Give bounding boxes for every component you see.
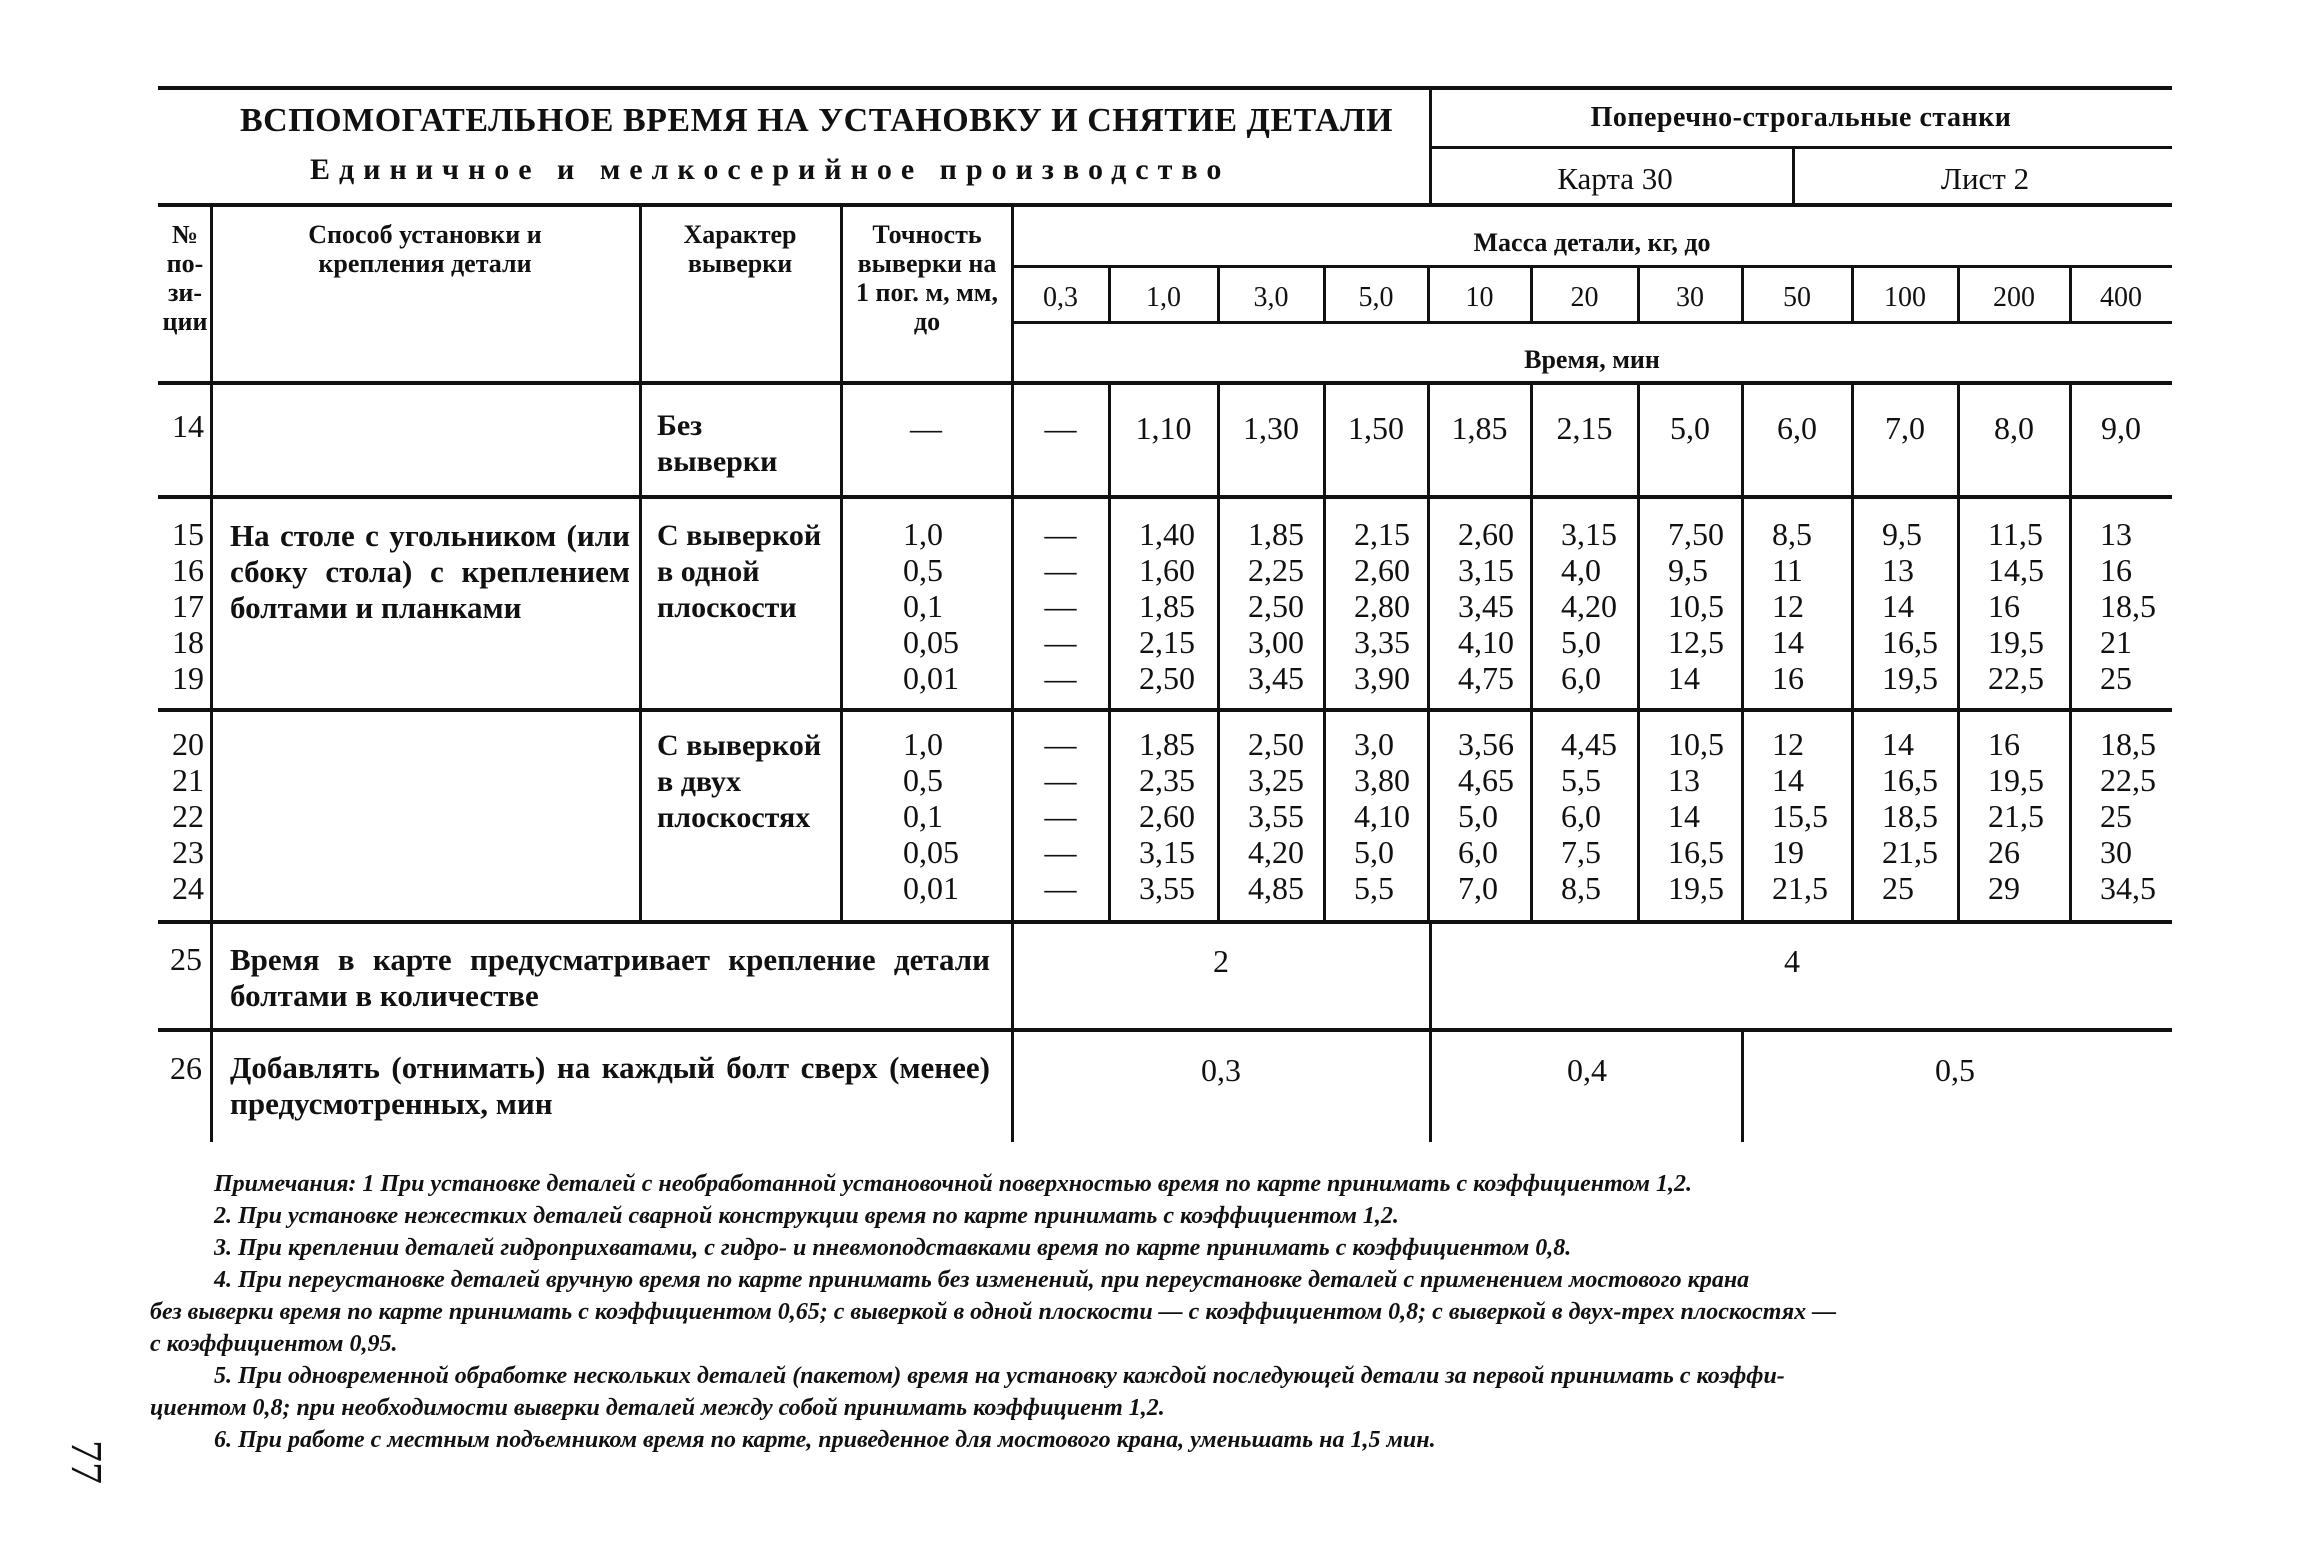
time-value: 11 — [1772, 552, 1803, 588]
grid-line — [2069, 383, 2072, 922]
grid-line — [1792, 147, 1795, 205]
time-value: 2,50 — [1248, 726, 1304, 762]
row-number: 20 — [172, 726, 204, 762]
time-value: — — [1044, 660, 1077, 696]
time-value: 25 — [2100, 660, 2132, 696]
time-value: 4,10 — [1354, 798, 1410, 834]
time-value: 8,0 — [1994, 410, 2034, 446]
note-5a: 5. При одновременной обработке нескольких деталей (пакетом) время на установку каждой последующей детали за первой принимать с коэффи- — [214, 1363, 1785, 1389]
time-value: 3,56 — [1458, 726, 1514, 762]
time-value: 14 — [1882, 726, 1914, 762]
grid-line — [1637, 266, 1640, 322]
row-number: 14 — [172, 408, 204, 444]
grid-line — [1012, 321, 2172, 324]
time-value: 9,5 — [1668, 552, 1708, 588]
time-value: — — [1044, 762, 1077, 798]
time-value: 29 — [1988, 870, 2020, 906]
header-rule — [158, 203, 2172, 207]
time-value: 22,5 — [2100, 762, 2156, 798]
time-value: 10,5 — [1668, 588, 1724, 624]
time-value: — — [1044, 834, 1077, 870]
grid-line — [1323, 383, 1326, 922]
time-value: 2,15 — [1556, 410, 1613, 446]
time-value: 2,60 — [1458, 516, 1514, 552]
grid-line — [1429, 88, 1432, 205]
time-value: 4,85 — [1248, 870, 1304, 906]
time-value: 3,80 — [1354, 762, 1410, 798]
time-value: 6,0 — [1561, 660, 1601, 696]
note-2: 2. При установке нежестких деталей сварной конструкции время по карте принимать с коэффициентом 1,2. — [214, 1203, 1399, 1229]
time-value: — — [1044, 516, 1077, 552]
bolt-time: 0,4 — [1567, 1052, 1607, 1088]
time-value: 3,45 — [1458, 588, 1514, 624]
row-number: 25 — [170, 941, 202, 977]
time-value: 21 — [2100, 624, 2132, 660]
time-value: 22,5 — [1988, 660, 2044, 696]
grid-line — [1530, 383, 1533, 922]
bolt-time: 0,3 — [1201, 1052, 1241, 1088]
time-value: 21,5 — [1772, 870, 1828, 906]
time-value: 1,50 — [1348, 410, 1404, 446]
row-number: 18 — [172, 624, 204, 660]
time-value: 1,85 — [1139, 726, 1195, 762]
time-value: 25 — [1882, 870, 1914, 906]
row-number: 15 — [172, 516, 204, 552]
accuracy-value: 1,0 — [903, 516, 943, 552]
time-value: 4,75 — [1458, 660, 1514, 696]
time-value: — — [1044, 798, 1077, 834]
time-value: 3,55 — [1139, 870, 1195, 906]
row26-text: Добавлять (отнимать) на каждый болт сверх (менее) предусмотренных, мин — [230, 1050, 990, 1121]
accuracy-value: 0,5 — [903, 762, 943, 798]
note-4a: 4. При переустановке деталей вручную время по карте принимать без изменений, при переустановке деталей с применением мостового крана — [214, 1267, 1750, 1293]
time-value: 30 — [2100, 834, 2132, 870]
time-value: 4,20 — [1248, 834, 1304, 870]
note-4c: с коэффициентом 0,95. — [150, 1331, 398, 1357]
alignment-one-plane: С выверкой в одной плоскости — [657, 519, 822, 624]
accuracy-value: 0,01 — [903, 870, 959, 906]
time-value: 19 — [1772, 834, 1804, 870]
grid-line — [840, 205, 843, 922]
grid-line — [1741, 266, 1744, 322]
col-header-num: № по-зи-ции — [162, 220, 208, 336]
grid-line — [1427, 266, 1430, 322]
time-value: 15,5 — [1772, 798, 1828, 834]
top-rule — [158, 86, 2172, 90]
time-value: — — [1044, 552, 1077, 588]
accuracy-value: 0,05 — [903, 834, 959, 870]
grid-line — [639, 205, 642, 922]
time-value: — — [1044, 624, 1077, 660]
time-value: 16,5 — [1882, 624, 1938, 660]
time-value: 5,0 — [1354, 834, 1394, 870]
mass-header: 200 — [1993, 282, 2035, 313]
method-text: На столе с угольником (или сбоку стола) с креплением болтами и планками — [230, 518, 630, 625]
accuracy-value: 0,5 — [903, 552, 943, 588]
col-header-accuracy: Точность выверки на 1 пог. м, мм, до — [856, 220, 998, 336]
accuracy-value: 0,01 — [903, 660, 959, 696]
accuracy-value: 0,1 — [903, 588, 943, 624]
alignment-two-planes: С выверкой в двух плоскостях — [657, 729, 822, 834]
grid-line — [1108, 383, 1111, 922]
mass-header: 400 — [2100, 282, 2142, 313]
grid-line — [1323, 266, 1326, 322]
time-value: 2,60 — [1139, 798, 1195, 834]
mass-header: 10 — [1465, 282, 1494, 313]
bolt-count: 2 — [1213, 943, 1229, 979]
grid-line — [1957, 266, 1960, 322]
time-value: 7,0 — [1885, 410, 1925, 446]
time-value: 8,5 — [1561, 870, 1601, 906]
mass-header: 20 — [1570, 282, 1599, 313]
time-value: 3,90 — [1354, 660, 1410, 696]
time-value: 2,15 — [1139, 624, 1195, 660]
note-5b: циентом 0,8; при необходимости выверки деталей между собой принимать коэффициент 1,2. — [150, 1395, 1165, 1421]
grid-line — [1012, 265, 2172, 268]
time-value: 19,5 — [1882, 660, 1938, 696]
accuracy-value: 0,1 — [903, 798, 943, 834]
time-value: 16 — [1772, 660, 1804, 696]
time-value: 1,60 — [1139, 552, 1195, 588]
time-value: 6,0 — [1561, 798, 1601, 834]
card-number: Карта 30 — [1557, 161, 1673, 196]
mass-header: 3,0 — [1253, 282, 1289, 313]
time-value: 13 — [1668, 762, 1700, 798]
time-value: 5,0 — [1561, 624, 1601, 660]
time-value: 2,25 — [1248, 552, 1304, 588]
time-value: 19,5 — [1988, 624, 2044, 660]
grid-line — [1217, 266, 1220, 322]
time-value: 19,5 — [1988, 762, 2044, 798]
time-value: 12 — [1772, 726, 1804, 762]
row-number: 22 — [172, 798, 204, 834]
time-value: 6,0 — [1777, 410, 1817, 446]
col-header-alignment: Характер выверки — [683, 220, 797, 278]
time-value: 3,55 — [1248, 798, 1304, 834]
time-value: 2,60 — [1354, 552, 1410, 588]
time-value: 14 — [1882, 588, 1914, 624]
time-value: 3,00 — [1248, 624, 1304, 660]
time-value: — — [1044, 410, 1077, 446]
time-value: 1,85 — [1248, 516, 1304, 552]
row25-text: Время в карте предусматривает крепление детали болтами в количестве — [230, 942, 990, 1013]
grid-line — [1429, 922, 1432, 1142]
time-value: 6,0 — [1458, 834, 1498, 870]
time-value: — — [1044, 870, 1077, 906]
note-6: 6. При работе с местным подъемником время по карте, приведенное для мостового крана, уменьшать на 1,5 мин. — [214, 1427, 1436, 1453]
time-value: 16 — [2100, 552, 2132, 588]
accuracy-value: 0,05 — [903, 624, 959, 660]
time-value: 18,5 — [2100, 726, 2156, 762]
time-value: 14 — [1668, 660, 1700, 696]
time-value: 21,5 — [1882, 834, 1938, 870]
grid-line — [1741, 1030, 1744, 1142]
row-number: 21 — [172, 762, 204, 798]
time-value: 3,25 — [1248, 762, 1304, 798]
mass-header: 50 — [1783, 282, 1811, 313]
time-value: 4,10 — [1458, 624, 1514, 660]
time-value: 2,35 — [1139, 762, 1195, 798]
grid-line — [2069, 266, 2072, 322]
time-value: 14 — [1772, 624, 1804, 660]
time-value: 4,45 — [1561, 726, 1617, 762]
row-number: 26 — [170, 1050, 202, 1086]
time-value: 16 — [1988, 726, 2020, 762]
time-value: 5,0 — [1670, 410, 1710, 446]
time-value: 13 — [2100, 516, 2132, 552]
machine-type: Поперечно-строгальные станки — [1590, 102, 2012, 133]
accuracy-value: 1,0 — [903, 726, 943, 762]
time-value: 5,5 — [1354, 870, 1394, 906]
time-value: 7,0 — [1458, 870, 1498, 906]
time-value: 18,5 — [1882, 798, 1938, 834]
time-value: 14 — [1772, 762, 1804, 798]
bolt-count: 4 — [1784, 943, 1800, 979]
time-value: 8,5 — [1772, 516, 1812, 552]
time-value: 3,35 — [1354, 624, 1410, 660]
time-value: 9,0 — [2101, 410, 2141, 446]
row-number: 17 — [172, 588, 204, 624]
time-value: 5,0 — [1458, 798, 1498, 834]
time-value: 1,10 — [1135, 410, 1192, 446]
note-1: Примечания: 1 При установке деталей с необработанной установочной поверхностью время по карте принимать с коэффициентом 1,2. — [214, 1171, 1692, 1197]
grid-line — [1108, 266, 1111, 322]
time-value: 26 — [1988, 834, 2020, 870]
time-value: 12,5 — [1668, 624, 1724, 660]
mass-header: 1,0 — [1146, 282, 1181, 313]
time-value: 16,5 — [1882, 762, 1938, 798]
time-value: 2,15 — [1354, 516, 1410, 552]
row-number: 24 — [172, 870, 204, 906]
time-value: 19,5 — [1668, 870, 1724, 906]
time-value: 1,30 — [1243, 410, 1299, 446]
time-value: 3,45 — [1248, 660, 1304, 696]
note-4b: без выверки время по карте принимать с коэффициентом 0,65; с выверкой в одной плоскости — с коэффициентом 0,8; с выверкой в двух-трех плоскостях — — [150, 1299, 1837, 1325]
sheet-number: Лист 2 — [1940, 161, 2030, 196]
grid-line — [1217, 383, 1220, 922]
time-value: — — [1044, 726, 1077, 762]
time-value: 2,50 — [1248, 588, 1304, 624]
grid-line — [1851, 266, 1854, 322]
time-value: 1,85 — [1451, 410, 1508, 446]
time-value: 7,50 — [1668, 516, 1724, 552]
page-subtitle: Единичное и мелкосерийное производство — [310, 153, 1231, 186]
col-header-time: Время, мин — [1524, 345, 1660, 374]
alignment-none: Без выверки — [657, 409, 778, 478]
time-value: 1,40 — [1139, 516, 1195, 552]
time-value: 3,0 — [1354, 726, 1394, 762]
mass-header: 30 — [1676, 282, 1704, 313]
time-value: 4,0 — [1561, 552, 1601, 588]
row-number: 19 — [172, 660, 204, 696]
time-value: 25 — [2100, 798, 2132, 834]
time-value: 10,5 — [1668, 726, 1724, 762]
grid-line — [1427, 383, 1430, 922]
time-value: 1,85 — [1139, 588, 1195, 624]
time-value: 3,15 — [1458, 552, 1514, 588]
accuracy-value: — — [910, 410, 942, 446]
grid-line — [158, 381, 2172, 385]
grid-line — [1851, 383, 1854, 922]
grid-line — [158, 708, 2172, 712]
grid-line — [158, 495, 2172, 499]
time-value: 2,50 — [1139, 660, 1195, 696]
time-value: 12 — [1772, 588, 1804, 624]
time-value: 9,5 — [1882, 516, 1922, 552]
bolt-time: 0,5 — [1935, 1052, 1975, 1088]
time-value: 4,20 — [1561, 588, 1617, 624]
mass-header: 0,3 — [1043, 282, 1078, 313]
grid-line — [1957, 383, 1960, 922]
row-number: 16 — [172, 552, 204, 588]
time-value: 18,5 — [2100, 588, 2156, 624]
time-value: 14 — [1668, 798, 1700, 834]
time-value: 5,5 — [1561, 762, 1601, 798]
time-value: 34,5 — [2100, 870, 2156, 906]
time-value: 13 — [1882, 552, 1914, 588]
grid-line — [1011, 205, 1014, 1142]
grid-line — [1430, 146, 2172, 149]
notes — [150, 1168, 2170, 1456]
grid-line — [1637, 383, 1640, 922]
grid-line — [158, 920, 2172, 924]
grid-line — [1530, 266, 1533, 322]
grid-line — [158, 1028, 2172, 1032]
col-header-method: Способ установки и крепления детали — [308, 220, 542, 278]
time-value: 14,5 — [1988, 552, 2044, 588]
time-value: 16 — [1988, 588, 2020, 624]
page-title: ВСПОМОГАТЕЛЬНОЕ ВРЕМЯ НА УСТАНОВКУ И СНЯТИЕ ДЕТАЛИ — [240, 102, 1393, 139]
time-value: 7,5 — [1561, 834, 1601, 870]
time-value: 4,65 — [1458, 762, 1514, 798]
time-value: 3,15 — [1139, 834, 1195, 870]
row-number: 23 — [172, 834, 204, 870]
time-value: 3,15 — [1561, 516, 1617, 552]
col-num-rule — [210, 205, 213, 1142]
time-value: 21,5 — [1988, 798, 2044, 834]
col-header-mass: Масса детали, кг, до — [1473, 228, 1711, 257]
mass-header: 100 — [1884, 282, 1926, 313]
page-number: 77 — [62, 1440, 111, 1484]
mass-header: 5,0 — [1358, 282, 1394, 313]
time-value: 2,80 — [1354, 588, 1410, 624]
time-value: 16,5 — [1668, 834, 1724, 870]
note-3: 3. При креплении деталей гидроприхватами, с гидро- и пневмоподставками время по карте принимать с коэффициентом 0,8. — [214, 1235, 1572, 1261]
time-value: 11,5 — [1988, 516, 2043, 552]
grid-line — [1741, 383, 1744, 922]
time-value: — — [1044, 588, 1077, 624]
